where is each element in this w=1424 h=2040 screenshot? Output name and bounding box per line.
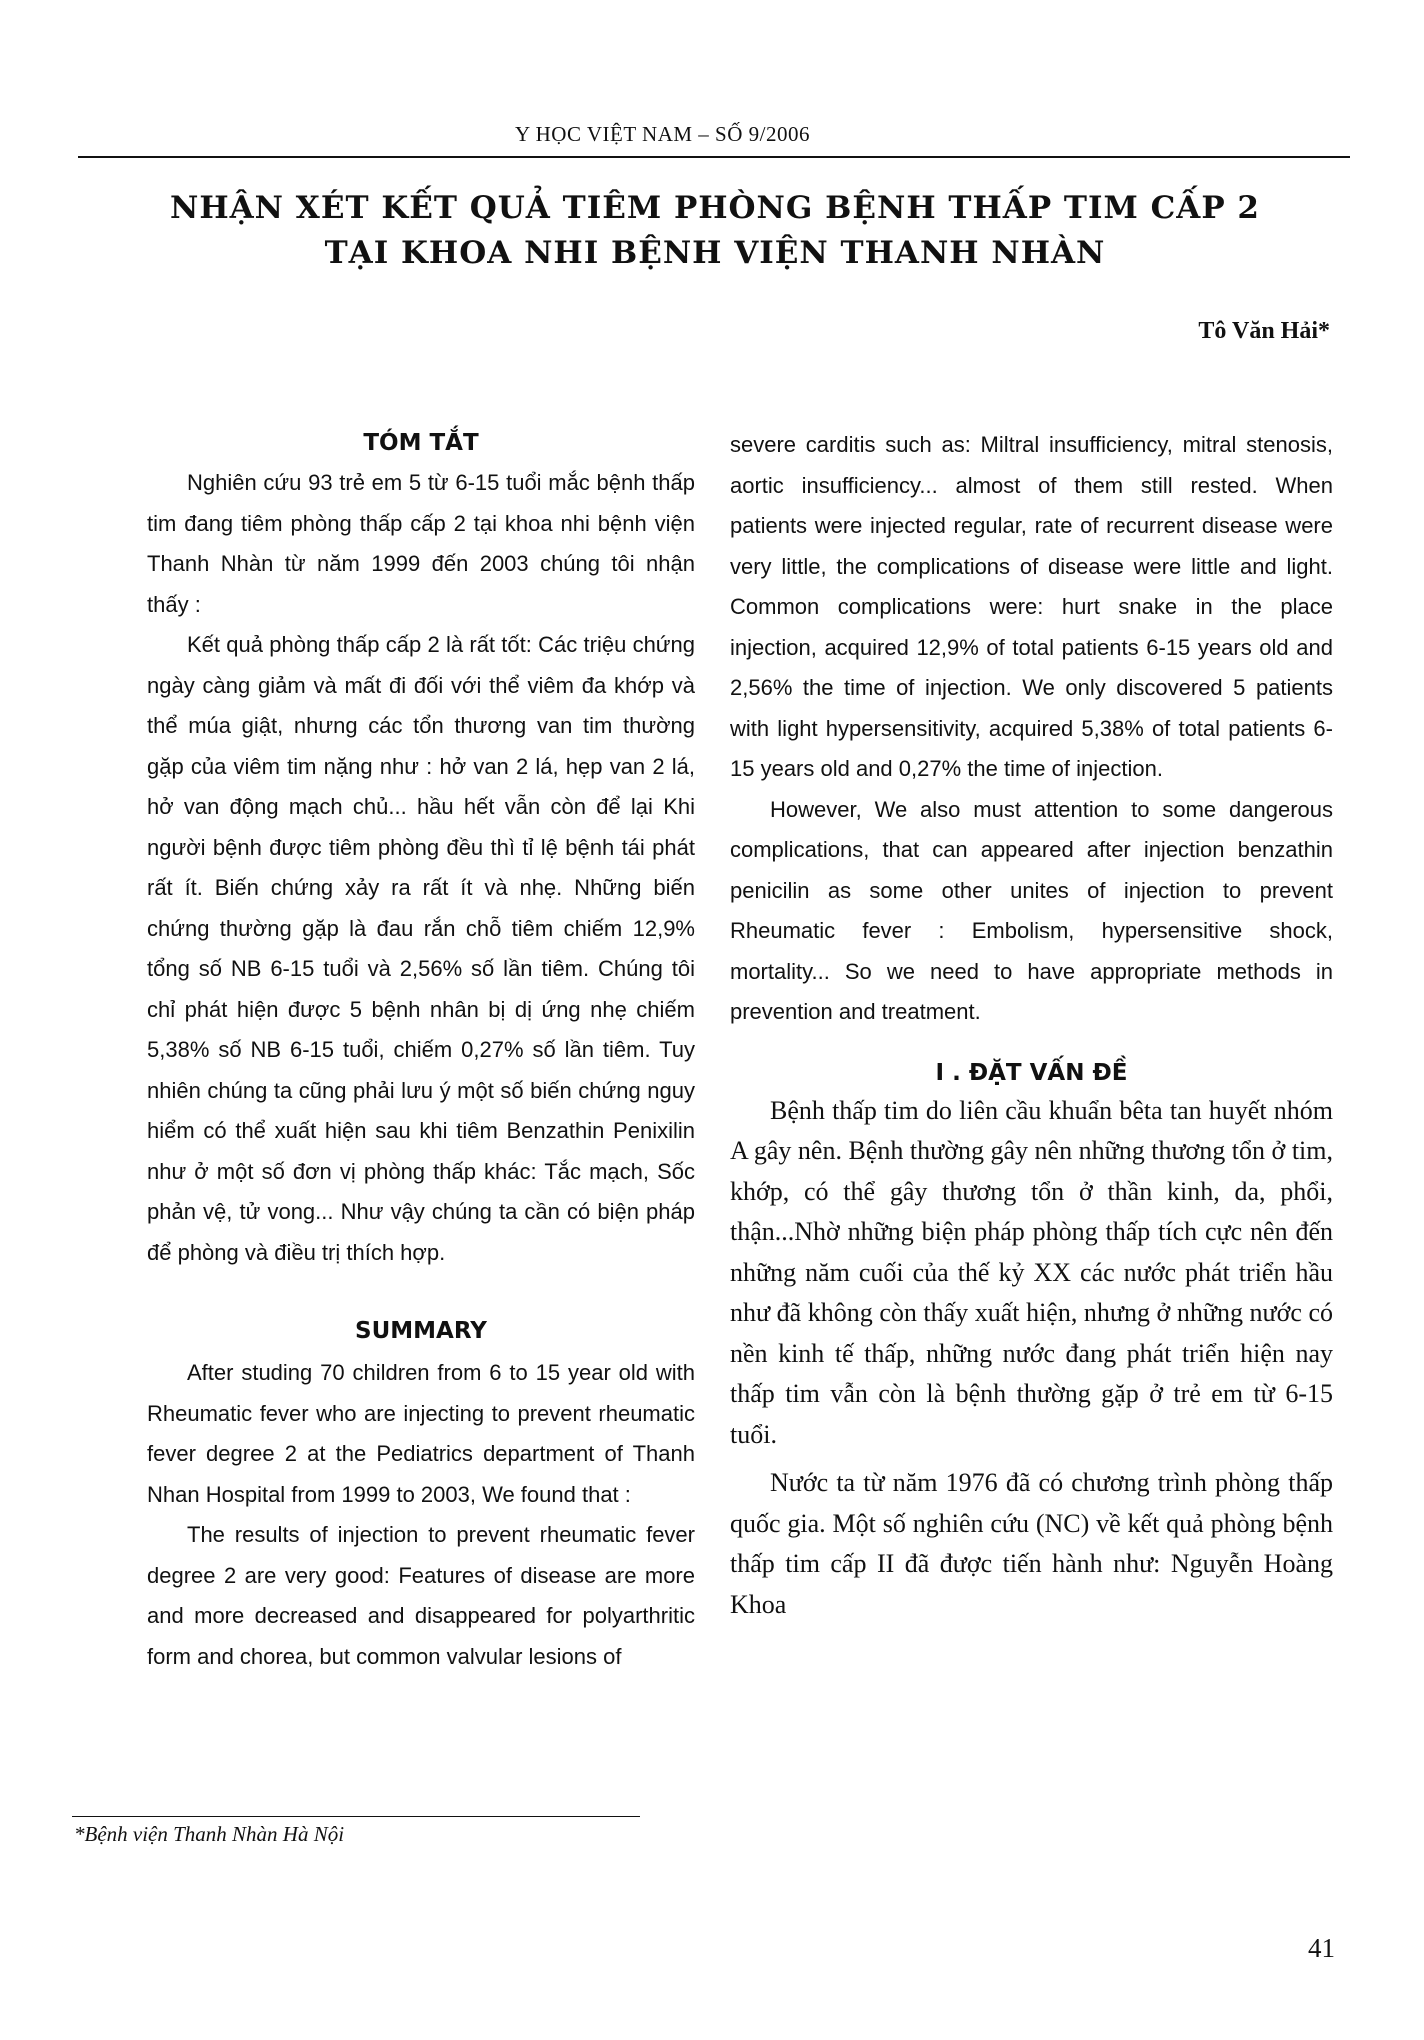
summary-paragraph-3: However, We also must attention to some dangerous complications, that can appeared after injection benzathin penicilin as some other unites of injection to prevent Rheumatic fever : Embolism, hypersensitive shock, mortality... So we need to have appropriate methods in prevention and treatment.: [730, 796, 1333, 1024]
summary-paragraph-1: After studing 70 children from 6 to 15 year old with Rheumatic fever who are injecting to prevent rheumatic fever degree 2 at the Pediatrics department of Thanh Nhan Hospital from 1999 to 2003, We found that :: [147, 1360, 695, 1507]
running-head: Y HỌC VIỆT NAM – SỐ 9/2006: [515, 122, 810, 146]
introduction-paragraph-2: Nước ta từ năm 1976 đã có chương trình phòng thấp quốc gia. Một số nghiên cứu (NC) về kết quả phòng bệnh thấp tim cấp II đã được tiến hành như: Nguyễn Hoàng Khoa: [730, 1468, 1333, 1619]
introduction-paragraph-1: Bệnh thấp tim do liên cầu khuẩn bêta tan huyết nhóm A gây nên. Bệnh thường gây nên những thương tổn ở tim, khớp, có thể gây thương tổn ở thần kinh, da, phổi, thận...Nhờ những biện pháp phòng thấp tích cực nên đến những năm cuối của thế kỷ XX các nước phát triển hầu như đã không còn thấy xuất hiện, nhưng ở những nước có nền kinh tế thấp, những nước đang phát triển hiện nay thấp tim vẫn còn là bệnh thường gặp ở trẻ em từ 6-15 tuổi.: [730, 1095, 1333, 1449]
summary-paragraph-2-continued: severe carditis such as: Miltral insufficiency, mitral stenosis, aortic insufficiency... almost of them still rested. When patients were injected regular, rate of recurrent disease were very little, the complications of disease were little and light. Common complications were: hurt snake in the place injection, acquired 12,9% of total patients 6-15 years old and 2,56% the time of injection. We only discovered 5 patients with light hypersensitivity, acquired 5,38% of total patients 6-15 years old and 0,27% the time of injection.: [730, 432, 1333, 781]
author-name: Tô Văn Hải*: [1198, 318, 1330, 344]
page-number: 41: [1308, 1933, 1335, 1963]
left-column: [147, 425, 695, 1677]
introduction-heading: I . ĐẶT VẤN ĐỀ: [935, 1059, 1128, 1086]
footnote-rule: [72, 1816, 640, 1817]
abstract-vi-heading: TÓM TẮT: [363, 430, 479, 456]
article-title-line-1: NHẬN XÉT KẾT QUẢ TIÊM PHÒNG BỆNH THẤP TIM CẤP 2: [169, 190, 1260, 226]
abstract-vi-paragraph-1: Nghiên cứu 93 trẻ em 5 từ 6-15 tuổi mắc bệnh thấp tim đang tiêm phòng thấp cấp 2 tại khoa nhi bệnh viện Thanh Nhàn từ năm 1999 đến 2003 chúng tôi nhận thấy :: [147, 470, 695, 617]
abstract-vi-paragraph-2: Kết quả phòng thấp cấp 2 là rất tốt: Các triệu chứng ngày càng giảm và mất đi đối với thể viêm đa khớp và thể múa giật, nhưng các tổn thương van tim thường gặp của viêm tim nặng như : hở van 2 lá, hẹp van 2 lá, hở van động mạch chủ... hầu hết vẫn còn để lại Khi người bệnh được tiêm phòng đều thì tỉ lệ bệnh tái phát rất ít. Biến chứng xảy ra rất ít và nhẹ. Những biến chứng thường gặp là đau rắn chỗ tiêm chiếm 12,9% tổng số NB 6-15 tuổi và 2,56% số lần tiêm. Chúng tôi chỉ phát hiện được 5 bệnh nhân bị dị ứng nhẹ chiếm 5,38% số NB 6-15 tuổi, chiếm 0,27% số lần tiêm. Tuy nhiên chúng ta cũng phải lưu ý một số biến chứng nguy hiểm có thể xuất hiện sau khi tiêm Benzathin Penixilin như ở một số đơn vị phòng thấp khác: Tắc mạch, Sốc phản vệ, tử vong... Như vậy chúng ta cần có biện pháp để phòng và điều trị thích hợp.: [147, 632, 695, 1265]
header-rule: [78, 156, 1350, 158]
summary-paragraph-2: The results of injection to prevent rheumatic fever degree 2 are very good: Features of disease are more and more decreased and disappeared for polyarthritic form and chorea, but common valvular lesions of: [147, 1522, 695, 1669]
article-title-line-2: TẠI KHOA NHI BỆNH VIỆN THANH NHÀN: [324, 235, 1106, 271]
summary-heading: SUMMARY: [355, 1318, 487, 1344]
author-affiliation-footnote: *Bệnh viện Thanh Nhàn Hà Nội: [74, 1822, 345, 1846]
right-column: [730, 425, 1333, 1625]
